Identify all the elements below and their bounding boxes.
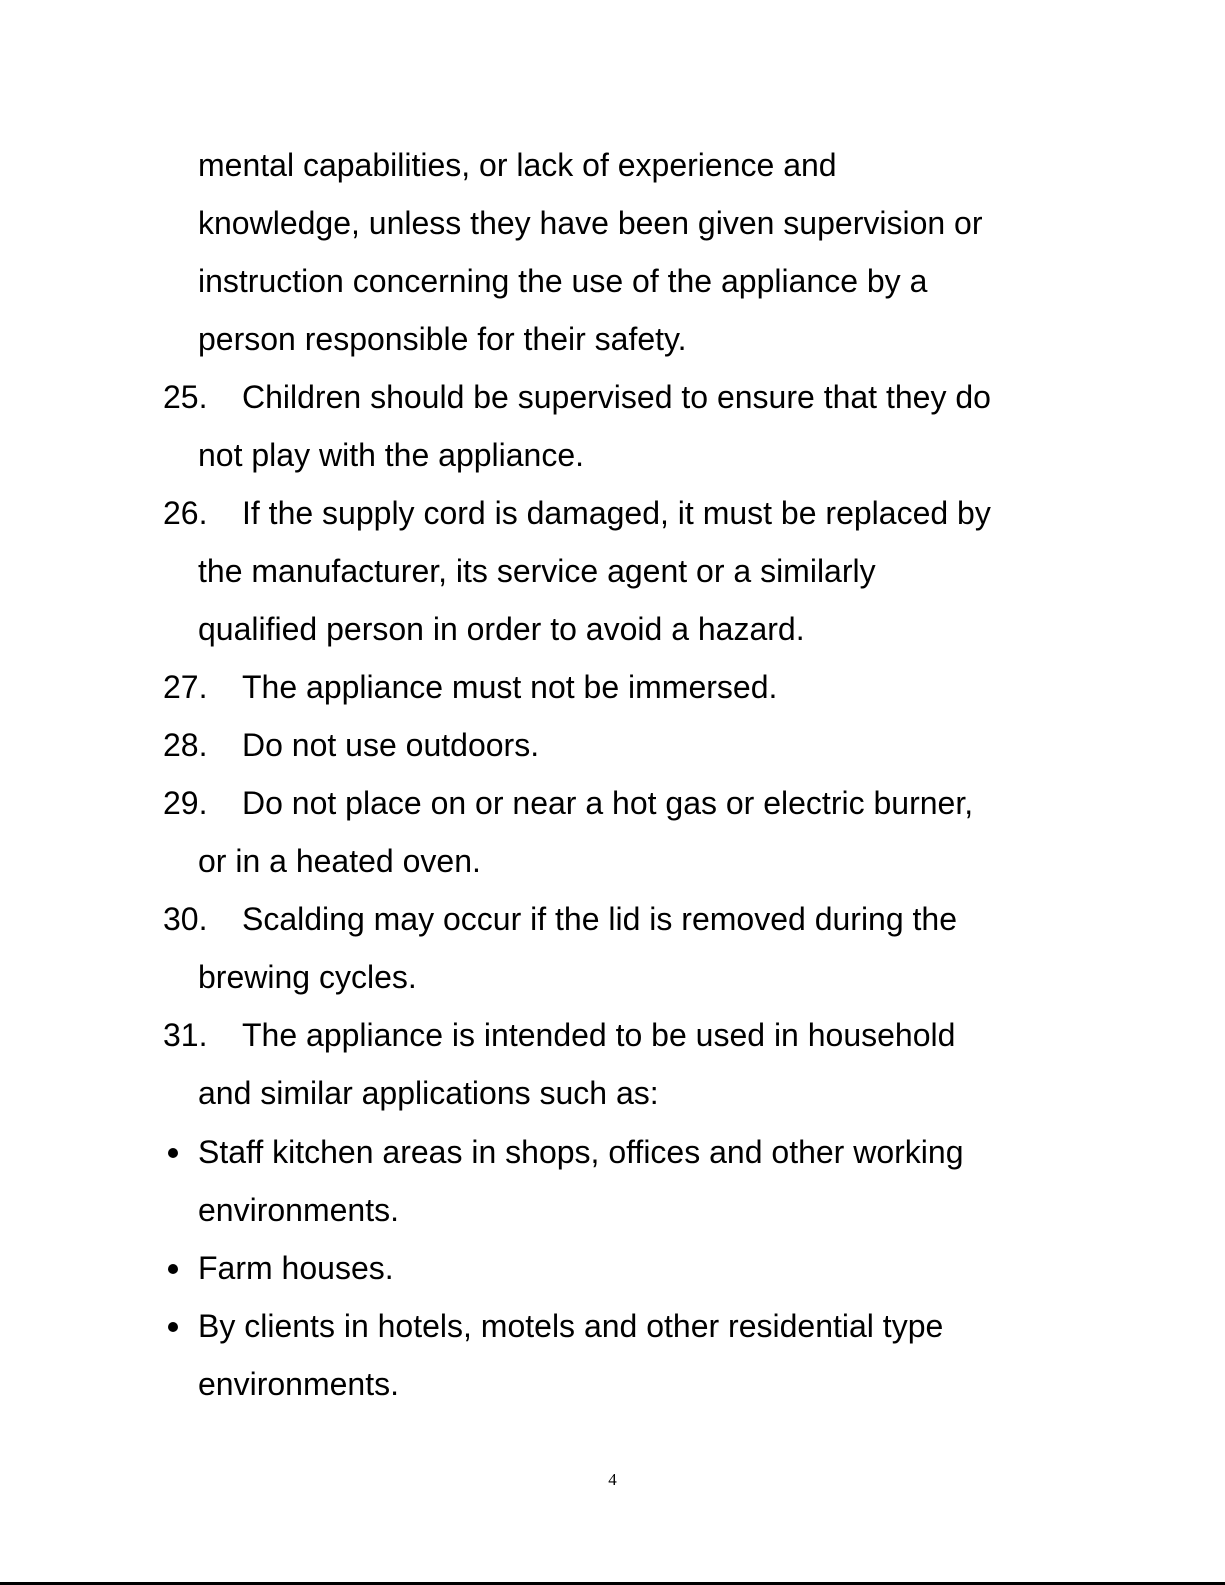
- item-number: 27.: [163, 669, 208, 705]
- item-number: 28.: [163, 727, 208, 763]
- item-line: or in a heated oven.: [198, 843, 481, 879]
- item-number: 31.: [163, 1017, 208, 1053]
- item-number: 30.: [163, 901, 208, 937]
- bullet-line: Staff kitchen areas in shops, offices and other working: [198, 1134, 964, 1170]
- bullet-icon: [168, 1148, 178, 1158]
- item-line: Scalding may occur if the lid is removed during the: [242, 901, 958, 937]
- continuation-line: mental capabilities, or lack of experience and: [198, 147, 837, 183]
- page-number: 4: [608, 1470, 617, 1489]
- item-line: the manufacturer, its service agent or a similarly: [198, 553, 876, 589]
- bullet-icon: [168, 1264, 178, 1274]
- item-line: Children should be supervised to ensure that they do: [242, 379, 991, 415]
- item-line: Do not use outdoors.: [242, 727, 540, 763]
- bullet-line: environments.: [198, 1192, 399, 1228]
- bullet-line: environments.: [198, 1366, 399, 1402]
- item-line: Do not place on or near a hot gas or electric burner,: [242, 785, 974, 821]
- item-line: brewing cycles.: [198, 959, 417, 995]
- item-number: 26.: [163, 495, 208, 531]
- bullet-line: Farm houses.: [198, 1250, 394, 1286]
- continuation-line: knowledge, unless they have been given supervision or: [198, 205, 983, 241]
- bullet-line: By clients in hotels, motels and other residential type: [198, 1308, 944, 1344]
- item-line: The appliance must not be immersed.: [242, 669, 778, 705]
- continuation-line: instruction concerning the use of the appliance by a: [198, 263, 928, 299]
- continuation-line: person responsible for their safety.: [198, 321, 687, 357]
- item-number: 25.: [163, 379, 208, 415]
- item-line: If the supply cord is damaged, it must be replaced by: [242, 495, 991, 531]
- item-line: The appliance is intended to be used in household: [242, 1017, 956, 1053]
- item-line: qualified person in order to avoid a hazard.: [198, 611, 805, 647]
- bullet-icon: [168, 1322, 178, 1332]
- item-number: 29.: [163, 785, 208, 821]
- item-line: and similar applications such as:: [198, 1075, 659, 1111]
- item-line: not play with the appliance.: [198, 437, 585, 473]
